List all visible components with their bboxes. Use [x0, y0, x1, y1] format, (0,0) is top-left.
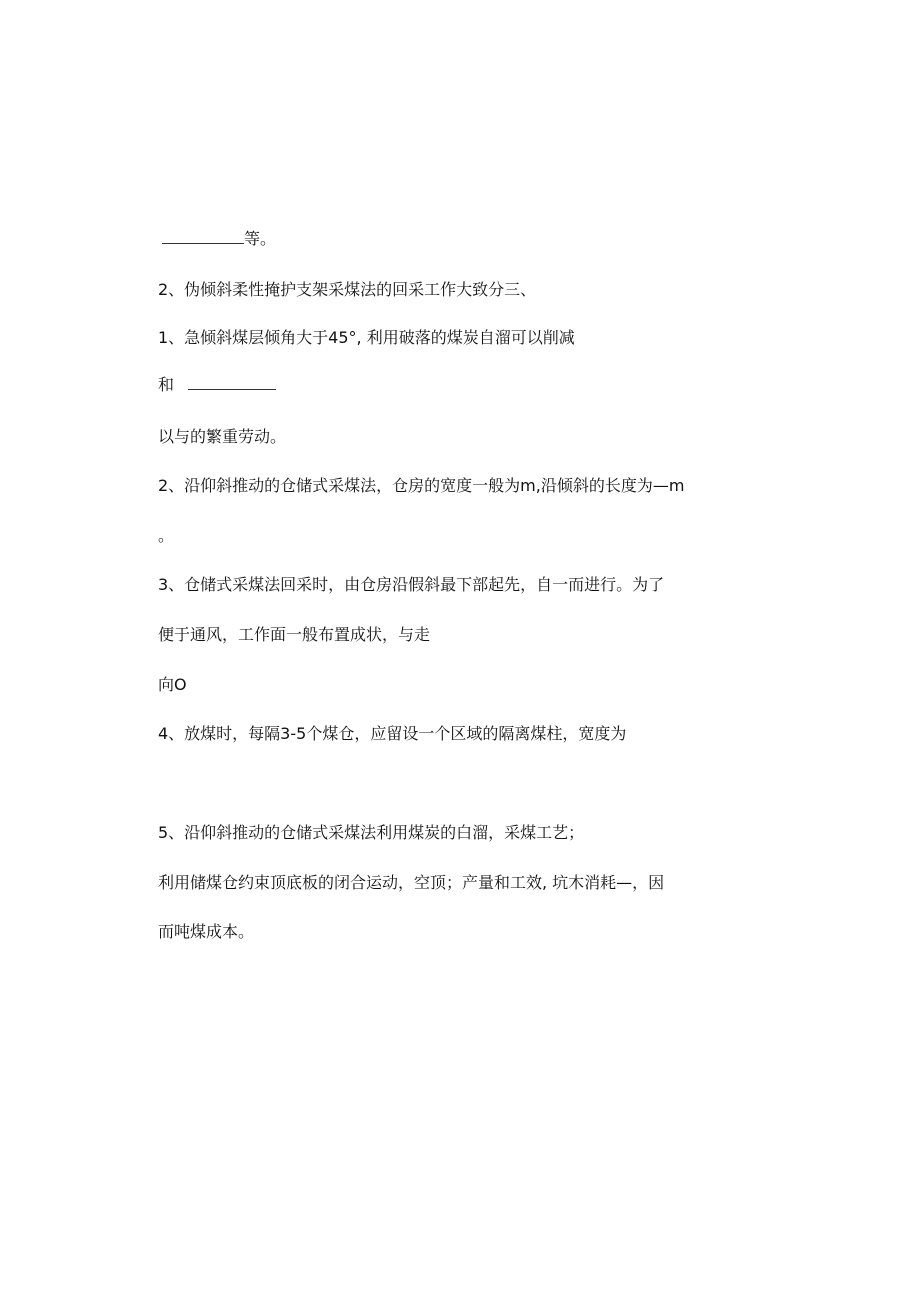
line-text: 以与的繁重劳动。: [158, 427, 287, 446]
question-1: [158, 328, 575, 348]
line-text: 便于通风，工作面一般布置成状，与走: [158, 625, 431, 644]
line-text: 5、沿仰斜推动的仓储式采煤法利用煤炭的白溜，采煤工艺；: [158, 823, 585, 842]
question-3: [158, 575, 664, 595]
line-text: 1、急倾斜煤层倾角大于45°, 利用破落的煤炭自溜可以削减: [158, 328, 575, 347]
question-4: [158, 724, 626, 744]
question-2-end: [158, 526, 174, 546]
question-5: [158, 823, 584, 843]
question-3-end: [158, 675, 187, 695]
answer-line-1: [162, 229, 276, 249]
question-5-end: [158, 922, 254, 942]
line-text: 。: [158, 526, 175, 545]
line-text: 而吨煤成本。: [158, 922, 255, 941]
fill-in-blank[interactable]: [162, 229, 244, 244]
question-2-header: [158, 280, 536, 300]
line-text: 2、伪倾斜柔性掩护支架采煤法的回采工作大致分三、: [158, 280, 537, 299]
line-text: 向O: [158, 675, 187, 694]
line-text: 和: [158, 375, 175, 394]
line-text: 利用储煤仓约束顶底板的闭合运动，空顶；产量和工效, 坑木消耗—，因: [158, 873, 665, 892]
line-text: 3、仓储式采煤法回采时，由仓房沿假斜最下部起先，自一而进行。为了: [158, 575, 665, 594]
fill-in-blank[interactable]: [188, 375, 276, 390]
line-text: 等。: [244, 229, 277, 248]
question-5-continued: [158, 873, 664, 893]
question-2: [158, 476, 684, 496]
question-3-continued: [158, 625, 430, 645]
question-1-continued: [158, 375, 276, 395]
line-text: 4、放煤时，每隔3-5个煤仓，应留设一个区域的隔离煤柱，宽度为: [158, 724, 627, 743]
question-1-end: [158, 427, 286, 447]
line-text: 2、沿仰斜推动的仓储式采煤法，仓房的宽度一般为m,沿倾斜的长度为—m: [158, 476, 685, 495]
